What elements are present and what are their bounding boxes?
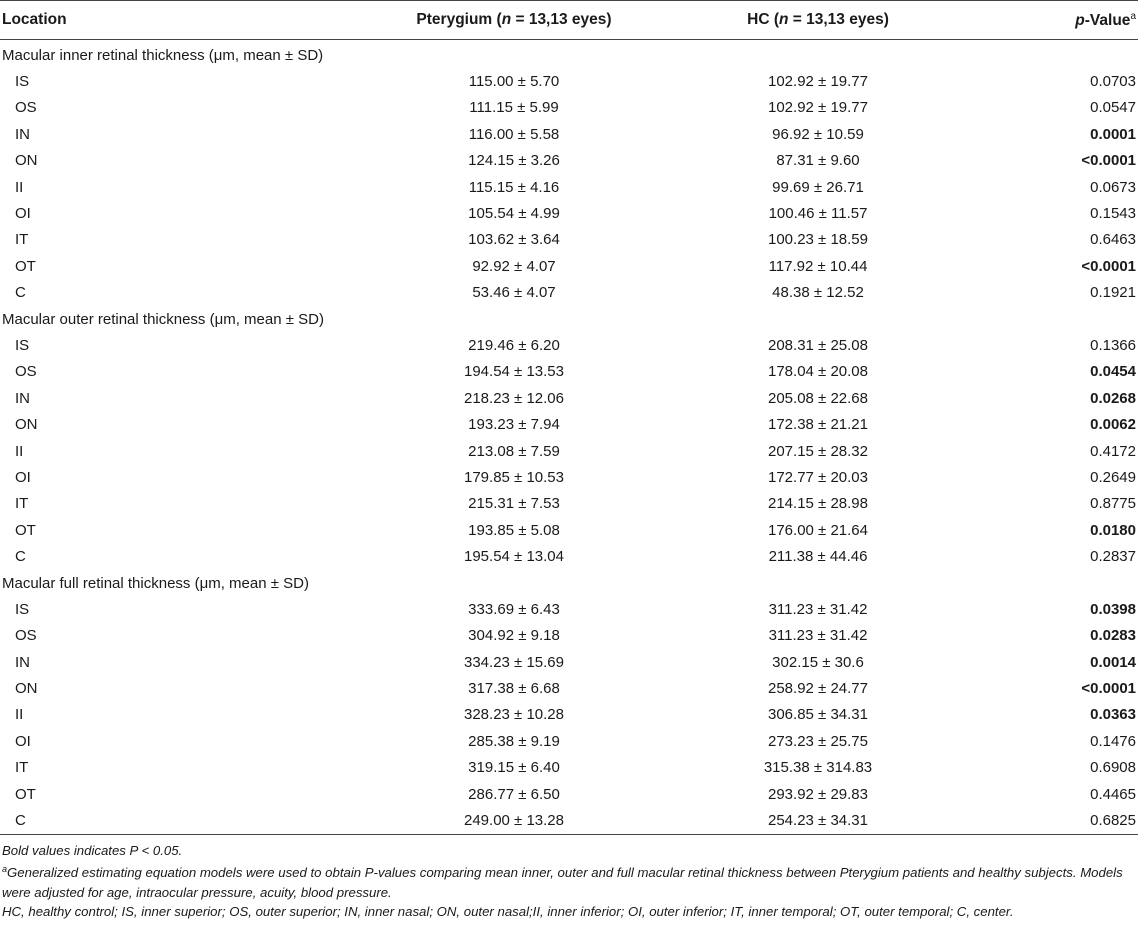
- footnote-a-text: Generalized estimating equation models were used to obtain P-values comparing mean inner, outer and full macular retinal thickness between Pterygium patients and healthy subjects. Models were adjusted for age, intraocular pressure, acuity, blood pressure.: [2, 865, 1123, 900]
- footnote-a: [2, 860, 1138, 902]
- pterygium-cell: 193.23 ± 7.94: [468, 416, 560, 434]
- hc-cell: 117.92 ± 10.44: [768, 257, 868, 275]
- p-value-cell: 0.0673: [1090, 178, 1136, 196]
- location-cell: II: [15, 706, 24, 724]
- table-row: [0, 438, 1138, 464]
- p-value-cell: <0.0001: [1081, 680, 1136, 698]
- p-value-cell: <0.0001: [1081, 152, 1136, 170]
- table-row: [0, 702, 1138, 728]
- p-value-cell: 0.0268: [1090, 389, 1136, 407]
- p-value-cell: 0.2837: [1090, 548, 1136, 566]
- table-row: [0, 675, 1138, 701]
- table-row: [0, 95, 1138, 121]
- location-cell: OT: [15, 257, 36, 275]
- pterygium-cell: 333.69 ± 6.43: [468, 600, 560, 618]
- hc-cell: 205.08 ± 22.68: [768, 389, 868, 407]
- pterygium-cell: 304.92 ± 9.18: [468, 627, 560, 645]
- table-row: [0, 253, 1138, 279]
- hc-cell: 311.23 ± 31.42: [768, 627, 868, 645]
- table-row: [0, 148, 1138, 174]
- table-row: [0, 807, 1138, 834]
- p-value-cell: 0.0454: [1090, 363, 1136, 381]
- pterygium-cell: 195.54 ± 13.04: [464, 548, 564, 566]
- header-hc: [648, 1, 988, 40]
- header-p-italic: p: [1075, 11, 1085, 29]
- footnotes: [0, 841, 1138, 922]
- pterygium-cell: 328.23 ± 10.28: [464, 706, 564, 724]
- header-hc-n: n: [778, 11, 789, 28]
- pterygium-cell: 103.62 ± 3.64: [468, 231, 560, 249]
- hc-cell: 176.00 ± 21.64: [768, 521, 868, 539]
- location-cell: C: [15, 284, 26, 302]
- location-cell: IS: [15, 600, 30, 618]
- section-row: [0, 40, 1138, 69]
- section-row: [0, 306, 1138, 332]
- p-value-cell: 0.0363: [1090, 706, 1136, 724]
- hc-cell: 254.23 ± 34.31: [648, 807, 988, 834]
- p-value-cell: 0.0398: [1090, 600, 1136, 618]
- location-cell: II: [15, 442, 24, 460]
- location-cell: IS: [15, 336, 30, 354]
- table-row: [0, 755, 1138, 781]
- table-row: [0, 227, 1138, 253]
- location-cell: C: [0, 807, 380, 834]
- p-value-cell: 0.1476: [1090, 732, 1136, 750]
- hc-cell: 311.23 ± 31.42: [768, 600, 868, 618]
- pterygium-cell: 286.77 ± 6.50: [468, 785, 560, 803]
- p-value-cell: 0.6825: [988, 807, 1138, 834]
- pterygium-cell: 285.38 ± 9.19: [468, 732, 560, 750]
- header-row: [0, 1, 1138, 40]
- section-title: Macular inner retinal thickness (μm, mean ± SD): [2, 46, 324, 64]
- pterygium-cell: 317.38 ± 6.68: [468, 680, 560, 698]
- hc-cell: 102.92 ± 19.77: [768, 99, 868, 117]
- header-p-suffix: -Value: [1084, 11, 1131, 29]
- location-cell: OI: [15, 468, 31, 486]
- p-value-cell: 0.0283: [1090, 627, 1136, 645]
- pterygium-cell: 116.00 ± 5.58: [468, 125, 560, 143]
- pterygium-cell: 115.00 ± 5.70: [468, 73, 560, 91]
- hc-cell: 207.15 ± 28.32: [768, 442, 868, 460]
- p-value-cell: 0.2649: [1090, 468, 1136, 486]
- header-location: Location: [0, 1, 380, 40]
- table-row: [0, 121, 1138, 147]
- pterygium-cell: 92.92 ± 4.07: [472, 257, 556, 275]
- table-row: [0, 411, 1138, 437]
- p-value-cell: 0.0180: [1090, 521, 1136, 539]
- table-row: [0, 623, 1138, 649]
- p-value-cell: 0.4465: [1090, 785, 1136, 803]
- location-cell: OS: [15, 627, 37, 645]
- pterygium-cell: 194.54 ± 13.53: [464, 363, 564, 381]
- table-row: [0, 174, 1138, 200]
- hc-cell: 208.31 ± 25.08: [768, 336, 868, 354]
- header-pterygium: [380, 1, 648, 40]
- table-body: [0, 40, 1138, 835]
- header-pterygium-n: n: [501, 11, 512, 28]
- header-hc-suffix: = 13,13 eyes): [788, 11, 889, 28]
- hc-cell: 102.92 ± 19.77: [768, 73, 868, 91]
- hc-cell: 100.23 ± 18.59: [768, 231, 868, 249]
- hc-cell: 302.15 ± 30.6: [772, 653, 864, 671]
- header-p-sup: a: [1130, 10, 1136, 22]
- p-value-cell: 0.4172: [1090, 442, 1136, 460]
- p-value-cell: 0.6908: [1090, 759, 1136, 777]
- pterygium-cell: 53.46 ± 4.07: [472, 284, 556, 302]
- pterygium-cell: 124.15 ± 3.26: [468, 152, 560, 170]
- location-cell: IS: [15, 73, 30, 91]
- p-value-cell: 0.0001: [1090, 125, 1136, 143]
- location-cell: OS: [15, 363, 37, 381]
- hc-cell: 211.38 ± 44.46: [768, 548, 868, 566]
- location-cell: IT: [15, 759, 29, 777]
- location-cell: OS: [15, 99, 37, 117]
- p-value-cell: 0.8775: [1090, 495, 1136, 513]
- section-title: Macular full retinal thickness (μm, mean ± SD): [2, 574, 309, 592]
- p-value-cell: 0.0547: [1090, 99, 1136, 117]
- table-row: [0, 332, 1138, 358]
- table-row: [0, 543, 1138, 569]
- p-value-cell: 0.0703: [1090, 73, 1136, 91]
- p-value-cell: 0.1921: [1090, 284, 1136, 302]
- hc-cell: 273.23 ± 25.75: [768, 732, 868, 750]
- hc-cell: 100.46 ± 11.57: [768, 205, 868, 223]
- pterygium-cell: 213.08 ± 7.59: [468, 442, 560, 460]
- header-p-value: [988, 1, 1138, 40]
- location-cell: IT: [15, 231, 29, 249]
- pterygium-cell: 249.00 ± 13.28: [380, 807, 648, 834]
- table-row: [0, 491, 1138, 517]
- location-cell: OT: [15, 785, 36, 803]
- table-row: [0, 517, 1138, 543]
- pterygium-cell: 115.15 ± 4.16: [468, 178, 560, 196]
- location-cell: C: [15, 548, 26, 566]
- location-cell: ON: [15, 152, 38, 170]
- table-row: [0, 200, 1138, 226]
- hc-cell: 293.92 ± 29.83: [768, 785, 868, 803]
- hc-cell: 315.38 ± 314.83: [763, 759, 873, 777]
- header-pterygium-prefix: Pterygium (: [416, 11, 502, 28]
- table-row: [0, 68, 1138, 94]
- location-cell: OI: [15, 732, 31, 750]
- p-value-cell: 0.1543: [1090, 205, 1136, 223]
- hc-cell: 99.69 ± 26.71: [772, 178, 864, 196]
- location-cell: IN: [15, 125, 30, 143]
- table-row: [0, 280, 1138, 306]
- hc-cell: 306.85 ± 34.31: [768, 706, 868, 724]
- p-value-cell: 0.0062: [1090, 416, 1136, 434]
- section-title: Macular outer retinal thickness (μm, mean ± SD): [2, 310, 324, 328]
- table-row: [0, 781, 1138, 807]
- footnote-bold: Bold values indicates P < 0.05.: [2, 842, 183, 858]
- table-row: [0, 596, 1138, 622]
- table-row: [0, 649, 1138, 675]
- hc-cell: 172.38 ± 21.21: [768, 416, 868, 434]
- p-value-cell: 0.6463: [1090, 231, 1136, 249]
- hc-cell: 96.92 ± 10.59: [772, 125, 864, 143]
- table-row: [0, 359, 1138, 385]
- header-hc-prefix: HC (: [747, 11, 779, 28]
- location-cell: IN: [15, 389, 30, 407]
- pterygium-cell: 193.85 ± 5.08: [468, 521, 560, 539]
- table-row: [0, 385, 1138, 411]
- location-cell: ON: [15, 680, 38, 698]
- hc-cell: 172.77 ± 20.03: [768, 468, 868, 486]
- table-row: [0, 464, 1138, 490]
- pterygium-cell: 219.46 ± 6.20: [468, 336, 560, 354]
- location-cell: ON: [15, 416, 38, 434]
- table-row: [0, 728, 1138, 754]
- section-row: [0, 570, 1138, 596]
- location-cell: OI: [15, 205, 31, 223]
- pterygium-cell: 218.23 ± 12.06: [464, 389, 564, 407]
- hc-cell: 258.92 ± 24.77: [768, 680, 868, 698]
- p-value-cell: 0.1366: [1090, 336, 1136, 354]
- footnote-a-marker: a: [2, 864, 8, 875]
- location-cell: IN: [15, 653, 30, 671]
- hc-cell: 87.31 ± 9.60: [776, 152, 860, 170]
- p-value-cell: <0.0001: [1081, 257, 1136, 275]
- location-cell: II: [15, 178, 24, 196]
- location-cell: IT: [15, 495, 29, 513]
- location-cell: OT: [15, 521, 36, 539]
- pterygium-cell: 215.31 ± 7.53: [468, 495, 560, 513]
- pterygium-cell: 334.23 ± 15.69: [464, 653, 564, 671]
- pterygium-cell: 111.15 ± 5.99: [469, 99, 559, 117]
- header-pterygium-suffix: = 13,13 eyes): [511, 11, 612, 28]
- hc-cell: 178.04 ± 20.08: [768, 363, 868, 381]
- pterygium-cell: 319.15 ± 6.40: [468, 759, 560, 777]
- pterygium-cell: 179.85 ± 10.53: [464, 468, 564, 486]
- hc-cell: 48.38 ± 12.52: [772, 284, 864, 302]
- footnote-abbrev: HC, healthy control; IS, inner superior; OS, outer superior; IN, inner nasal; ON, outer nasal;II, inner inferior; OI, outer inferior; IT, inner temporal; OT, outer temporal; C, center.: [2, 904, 1014, 920]
- pterygium-cell: 105.54 ± 4.99: [468, 205, 560, 223]
- p-value-cell: 0.0014: [1090, 653, 1136, 671]
- hc-cell: 214.15 ± 28.98: [768, 495, 868, 513]
